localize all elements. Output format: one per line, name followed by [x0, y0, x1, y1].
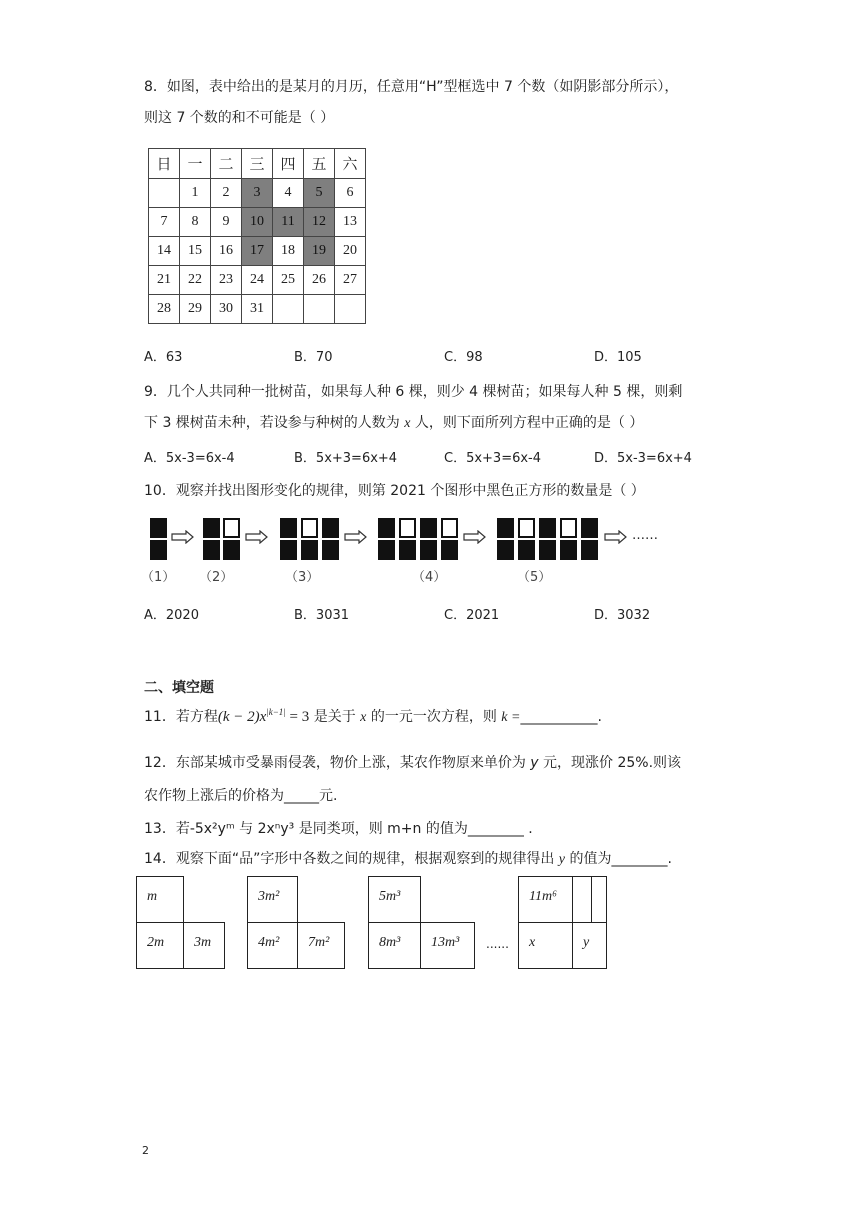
q8-option-c[interactable]: C．98: [444, 350, 483, 365]
calendar-day-cell: 29: [180, 295, 211, 324]
calendar-day-cell: 9: [211, 208, 242, 237]
calendar-day-cell: 6: [335, 179, 366, 208]
pin-top-value: 11m⁶: [529, 889, 557, 904]
pin-right-value: 13m³: [431, 935, 460, 950]
black-square: [322, 540, 339, 560]
pin-right-value: y: [583, 935, 590, 950]
q11-text-c: 的一元一次方程，则: [366, 709, 502, 725]
pin-narrow-cell: [572, 876, 592, 923]
q12-line1: [144, 752, 681, 772]
black-square: [560, 540, 577, 560]
q11-var-x: x: [360, 710, 367, 725]
calendar-day-cell: 28: [149, 295, 180, 324]
q8-option-d[interactable]: D．105: [594, 350, 642, 365]
q10-line1: 10．观察并找出图形变化的规律，则第 2021 个图形中黑色正方形的数量是（ ）: [144, 483, 645, 499]
q9-option-b[interactable]: B．5x+3=6x+4: [294, 451, 398, 466]
calendar-header-cell: 六: [335, 149, 366, 179]
pin-left-cell: [136, 922, 184, 969]
calendar-day-cell: 24: [242, 266, 273, 295]
arrow-icon: [604, 530, 628, 544]
q9-line1: 9．几个人共同种一批树苗，如果每人种 6 棵，则少 4 棵树苗；如果每人种 5 棵，则剩: [144, 384, 683, 400]
calendar-day-cell: 23: [211, 266, 242, 295]
calendar-header-cell: 日: [149, 149, 180, 179]
pin-left-value: 8m³: [379, 935, 401, 950]
black-square: [518, 540, 535, 560]
calendar-day-cell: 16: [211, 237, 242, 266]
calendar-header-cell: 四: [273, 149, 304, 179]
black-square: [378, 540, 395, 560]
black-square: [581, 518, 598, 538]
black-square: [497, 540, 514, 560]
white-square: [518, 518, 535, 538]
q13-line: 13．若-5x²yᵐ 与 2xⁿy³ 是同类项，则 m+n 的值为________ .: [144, 821, 533, 837]
calendar-day-cell: 10: [242, 208, 273, 237]
q11-answer-blank[interactable]: ___________: [520, 709, 598, 725]
calendar-day-cell: 30: [211, 295, 242, 324]
calendar-day-cell: [273, 295, 304, 324]
q9-line2-b: 人，则下面所列方程中正确的是（ ）: [410, 415, 644, 431]
pin-right-cell: [297, 922, 345, 969]
q14-text-a: 14．观察下面“品”字形中各数之间的规律，根据观察到的规律得出: [144, 851, 559, 867]
q14-line: [144, 848, 672, 868]
q8-option-a[interactable]: A．63: [144, 350, 183, 365]
calendar-day-cell: [304, 295, 335, 324]
black-square: [378, 518, 395, 538]
pin-top-cell: [247, 876, 298, 923]
q14-text-b: 的值为________.: [565, 851, 672, 867]
calendar-day-cell: 8: [180, 208, 211, 237]
calendar-row: [149, 266, 366, 295]
q8-line2: 则这 7 个数的和不可能是（ ）: [144, 110, 335, 126]
white-square: [399, 518, 416, 538]
calendar-row: [149, 295, 366, 324]
calendar-header-cell: 三: [242, 149, 273, 179]
pin-top-cell: [368, 876, 421, 923]
pin-right-cell: [183, 922, 225, 969]
pin-top-value: m: [147, 889, 158, 904]
calendar-day-cell: 2: [211, 179, 242, 208]
calendar-day-cell: 11: [273, 208, 304, 237]
q10-ellipsis: ……: [632, 528, 658, 543]
calendar-header-cell: 二: [211, 149, 242, 179]
white-square: [560, 518, 577, 538]
calendar-day-cell: 5: [304, 179, 335, 208]
pin-top-cell: [136, 876, 184, 923]
pin-left-value: x: [529, 935, 536, 950]
q10-option-a[interactable]: A．2020: [144, 608, 199, 623]
q11-line: [144, 706, 602, 726]
q11-k-equals: k =: [501, 710, 521, 725]
calendar-header-cell: 五: [304, 149, 335, 179]
q10-option-c[interactable]: C．2021: [444, 608, 500, 623]
q11-eq-rest: = 3: [285, 709, 310, 725]
white-square: [301, 518, 318, 538]
calendar-day-cell: 3: [242, 179, 273, 208]
figure-label-1: （1）: [141, 570, 176, 585]
pin-right-cell: [420, 922, 475, 969]
q11-text-a: 11．若方程: [144, 709, 218, 725]
calendar-day-cell: 1: [180, 179, 211, 208]
q14-var-y: y: [558, 852, 565, 867]
black-square: [301, 540, 318, 560]
calendar-day-cell: 25: [273, 266, 304, 295]
q9-var-x: x: [404, 416, 411, 431]
calendar-day-cell: 13: [335, 208, 366, 237]
pin-figure: [368, 876, 475, 969]
calendar-day-cell: 26: [304, 266, 335, 295]
calendar-table: [148, 148, 366, 324]
calendar-day-cell: 27: [335, 266, 366, 295]
pin-right-value: 7m²: [308, 935, 330, 950]
pin-left-value: 2m: [147, 935, 165, 950]
black-square: [420, 540, 437, 560]
black-square: [150, 540, 167, 560]
pin-top-cell: [518, 876, 573, 923]
black-square: [539, 540, 556, 560]
q12-line1-a: 12．东部某城市受暴雨侵袭，物价上涨，某农作物原来单价为: [144, 755, 531, 771]
figure-label-2: （2）: [199, 570, 234, 585]
q11-end: .: [597, 709, 602, 725]
calendar-row: [149, 179, 366, 208]
q9-option-d[interactable]: D．5x-3=6x+4: [594, 451, 692, 466]
black-square: [203, 518, 220, 538]
white-square: [223, 518, 240, 538]
q10-option-d[interactable]: D．3032: [594, 608, 651, 623]
section-title: 二、填空题: [144, 680, 214, 696]
calendar-day-cell: 4: [273, 179, 304, 208]
q9-option-a[interactable]: A．5x-3=6x-4: [144, 451, 235, 466]
q12-var-y: y: [530, 755, 539, 771]
calendar-day-cell: [335, 295, 366, 324]
calendar-day-cell: 12: [304, 208, 335, 237]
q11-equation: [218, 709, 309, 725]
calendar-row: [149, 208, 366, 237]
calendar-day-cell: 31: [242, 295, 273, 324]
calendar-day-cell: 21: [149, 266, 180, 295]
calendar-row: [149, 237, 366, 266]
pin-figure: [247, 876, 345, 969]
arrow-icon: [463, 530, 487, 544]
black-square: [420, 518, 437, 538]
page-number: 2: [142, 1144, 149, 1157]
figure-label-4: （4）: [412, 570, 447, 585]
q12-line2: 农作物上涨后的价格为_____元.: [144, 788, 338, 804]
calendar-day-cell: 18: [273, 237, 304, 266]
black-square: [322, 518, 339, 538]
q11-eq-exponent: |k−1|: [266, 707, 286, 717]
arrow-icon: [171, 530, 195, 544]
figure-label-5: （5）: [517, 570, 552, 585]
black-square: [399, 540, 416, 560]
black-square: [203, 540, 220, 560]
black-square: [539, 518, 556, 538]
calendar-day-cell: 17: [242, 237, 273, 266]
q8-option-b[interactable]: B．70: [294, 350, 333, 365]
pin-left-cell: [518, 922, 573, 969]
q14-ellipsis: ......: [486, 937, 509, 951]
q12-line1-b: 元，现涨价 25%.则该: [538, 755, 682, 771]
black-square: [581, 540, 598, 560]
arrow-icon: [245, 530, 269, 544]
calendar-day-cell: 14: [149, 237, 180, 266]
pin-right-cell: [572, 922, 607, 969]
pin-left-cell: [368, 922, 421, 969]
pin-top-value: 3m²: [258, 889, 280, 904]
q9-line2: [144, 412, 643, 432]
black-square: [150, 518, 167, 538]
pin-right-value: 3m: [194, 935, 212, 950]
calendar-day-cell: 7: [149, 208, 180, 237]
black-square: [497, 518, 514, 538]
calendar-day-cell: 15: [180, 237, 211, 266]
figure-label-3: （3）: [285, 570, 320, 585]
calendar-day-cell: 22: [180, 266, 211, 295]
q11-text-b: 是关于: [309, 709, 361, 725]
q9-line2-a: 下 3 棵树苗未种，若设参与种树的人数为: [144, 415, 405, 431]
q11-eq-base: (k − 2)x: [217, 709, 267, 725]
black-square: [441, 540, 458, 560]
calendar-day-cell: [149, 179, 180, 208]
pin-figure: [136, 876, 225, 969]
pin-top-value: 5m³: [379, 889, 401, 904]
pin-left-value: 4m²: [258, 935, 280, 950]
calendar-header-cell: 一: [180, 149, 211, 179]
arrow-icon: [344, 530, 368, 544]
q9-option-c[interactable]: C．5x+3=6x-4: [444, 451, 542, 466]
black-square: [280, 540, 297, 560]
black-square: [223, 540, 240, 560]
q10-option-b[interactable]: B．3031: [294, 608, 350, 623]
black-square: [280, 518, 297, 538]
pin-figure: [518, 876, 607, 969]
white-square: [441, 518, 458, 538]
calendar-day-cell: 20: [335, 237, 366, 266]
calendar-day-cell: 19: [304, 237, 335, 266]
pin-narrow-cell: [591, 876, 607, 923]
q8-line1: 8．如图，表中给出的是某月的月历，任意用“H”型框选中 7 个数（如阴影部分所示），: [144, 79, 679, 95]
pin-left-cell: [247, 922, 298, 969]
